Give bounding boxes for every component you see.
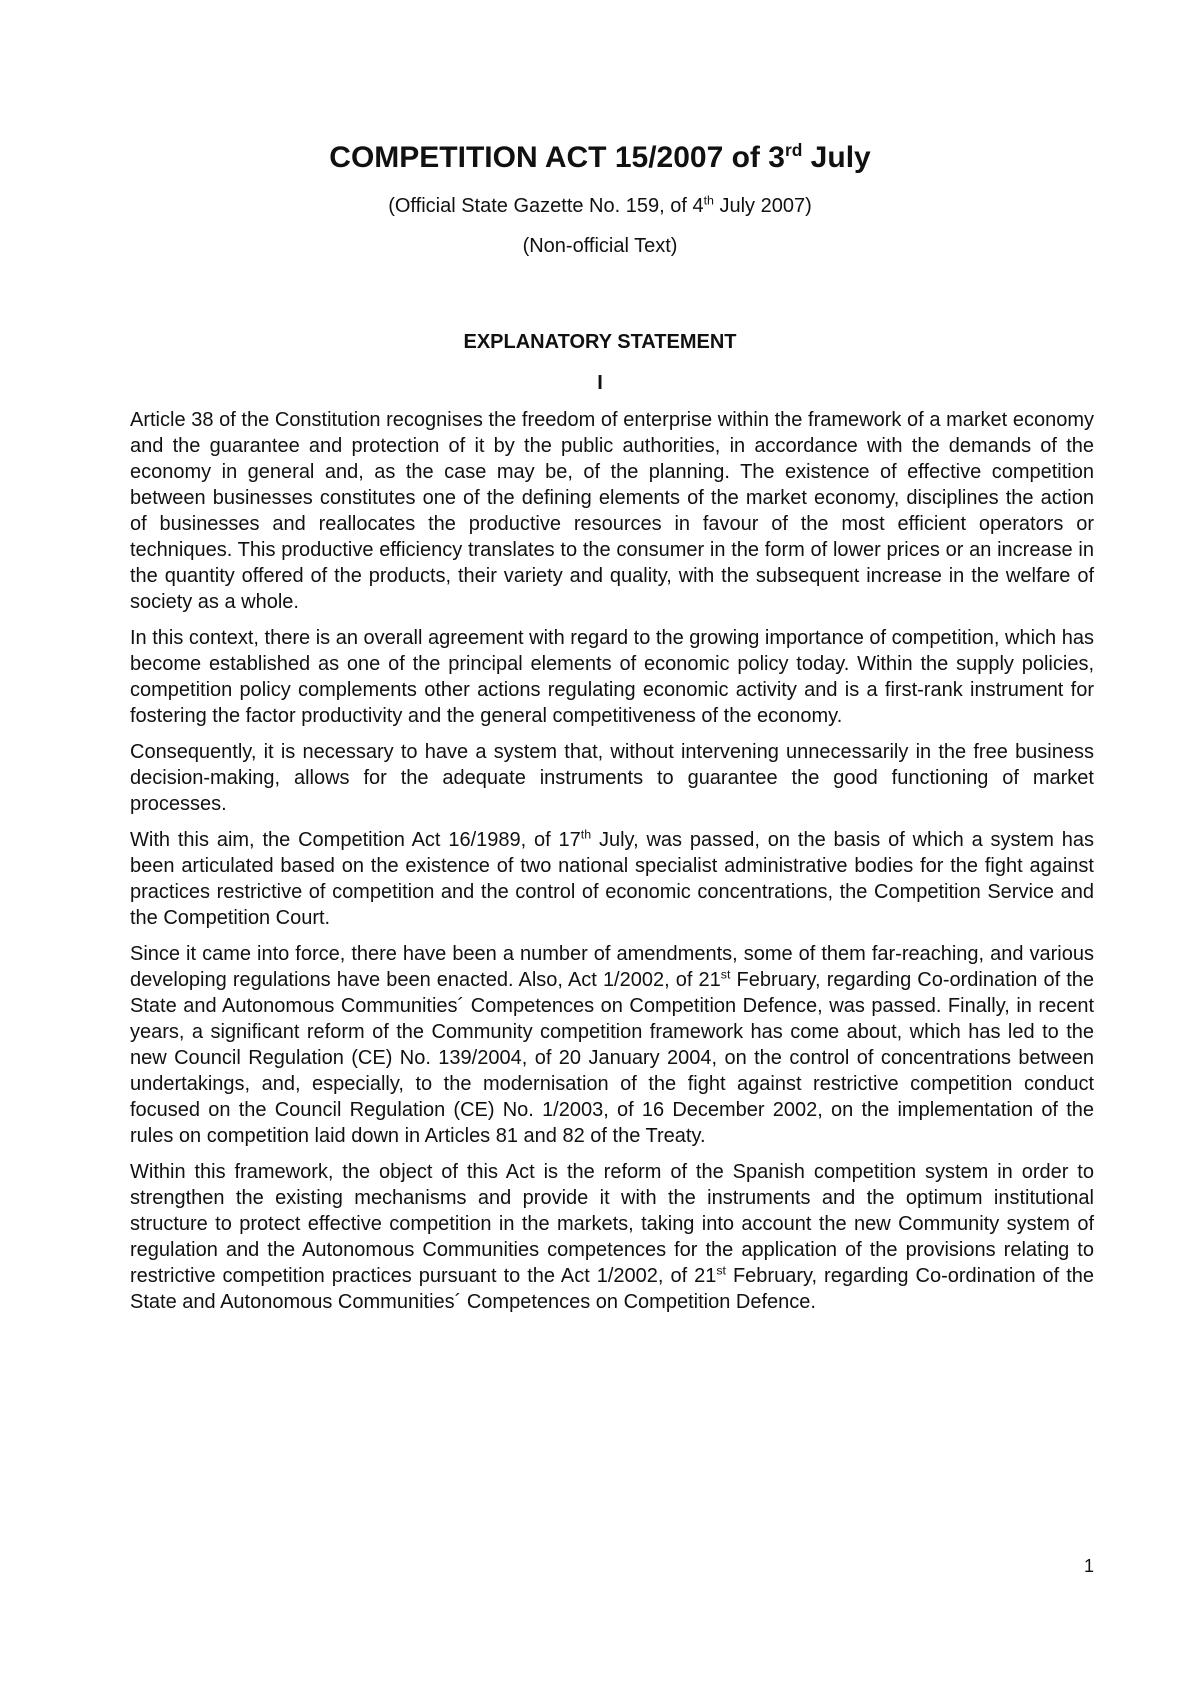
paragraph-text: With this aim, the Competition Act 16/1989, of 17	[130, 829, 581, 851]
body-text	[130, 407, 1094, 1325]
paragraph	[130, 941, 1094, 1149]
paragraph-text: February, regarding Co-ordination of the State and Autonomous Communities´ Competences on Competition Defence.	[130, 1265, 1094, 1313]
paragraph: Consequently, it is necessary to have a system that, without intervening unnecessarily in the free business decision-making, allows for the adequate instruments to guarantee the good functioning of market processes.	[130, 741, 1094, 815]
paragraph	[130, 827, 1094, 931]
page-number: 1	[1083, 1556, 1094, 1576]
gazette-text: (Official State Gazette No. 159, of 4	[388, 195, 704, 217]
section-heading: EXPLANATORY STATEMENT	[463, 331, 737, 353]
paragraph-text: February, regarding Co-ordination of the State and Autonomous Communities´ Competences on Competition Defence, was passed. Finally, in recent years, a significant reform of the Community competition framework has come about, which has led to the new Council Regulation (CE) No. 139/2004, of 20 January 2004, on the control of concentrations between undertakings, and, especially, to the modernisation of the fight against restrictive competition conduct focused on the Council Regulation (CE) No. 1/2003, of 16 December 2002, on the implementation of the rules on competition laid down in Articles 81 and 82 of the Treaty.	[130, 969, 1095, 1147]
title-month: July	[802, 141, 871, 174]
non-official-note: (Non-official Text)	[522, 235, 678, 257]
section-roman-numeral: I	[597, 372, 603, 394]
document-title	[0, 140, 1200, 176]
paragraph	[130, 1159, 1094, 1315]
gazette-ordinal-suffix: th	[703, 193, 714, 208]
paragraph-text: Within this framework, the object of this Act is the reform of the Spanish competition system in order to strengthen the existing mechanisms and provide it with the instruments and the optimum institutional structure to protect effective competition in the markets, taking into account the new Community system of regulation and the Autonomous Communities competences for the application of the provisions relating to restrictive competition practices pursuant to the Act 1/2002, of 21	[130, 1161, 1094, 1287]
gazette-date-end: July 2007)	[713, 195, 812, 217]
ordinal-suffix: th	[580, 827, 592, 842]
gazette-reference	[0, 193, 1200, 219]
paragraph-text: Since it came into force, there have been a number of amendments, some of them far-reaching, and various developing regulations have been enacted. Also, Act 1/2002, of 21	[130, 943, 1094, 991]
ordinal-suffix: st	[716, 1263, 726, 1278]
ordinal-suffix: st	[720, 967, 731, 982]
paragraph-text: July, was passed, on the basis of which a system has been articulated based on the existence of two national specialist administrative bodies for the fight against practices restrictive of competition and the control of economic concentrations, the Competition Service and the Competition Court.	[130, 829, 1094, 929]
paragraph: Article 38 of the Constitution recognises the freedom of enterprise within the framework of a market economy and the guarantee and protection of it by the public authorities, in accordance with the demands of the economy in general and, as the case may be, of the planning. The existence of effective competition between businesses constitutes one of the defining elements of the market economy, disciplines the action of businesses and reallocates the productive resources in favour of the most efficient operators or techniques. This productive efficiency translates to the consumer in the form of lower prices or an increase in the quantity offered of the products, their variety and quality, with the subsequent increase in the welfare of society as a whole.	[130, 409, 1094, 613]
paragraph: In this context, there is an overall agreement with regard to the growing importance of competition, which has become established as one of the principal elements of economic policy today. Within the supply policies, competition policy complements other actions regulating economic activity and is a first-rank instrument for fostering the factor productivity and the general competitiveness of the economy.	[130, 627, 1094, 727]
title-ordinal-suffix: rd	[784, 140, 803, 160]
title-text: COMPETITION ACT 15/2007 of 3	[329, 141, 785, 174]
